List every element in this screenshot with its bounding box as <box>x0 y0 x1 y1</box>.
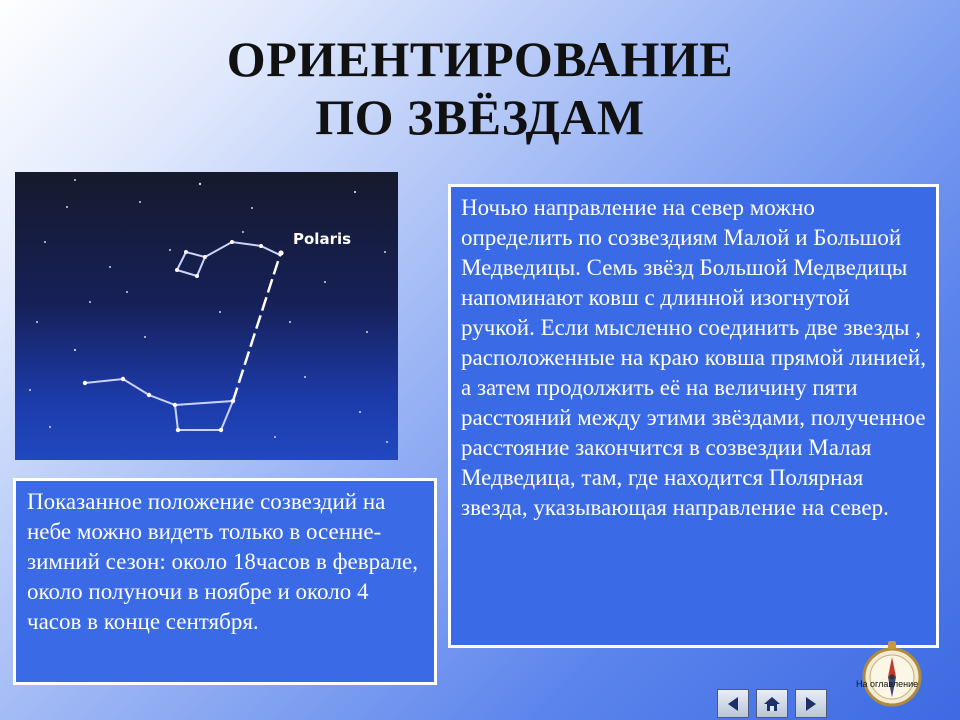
home-button[interactable] <box>756 689 788 718</box>
polaris-label: Polaris <box>293 230 352 248</box>
next-arrow-icon <box>802 695 820 713</box>
pointer-line <box>233 252 281 401</box>
page-title <box>0 30 960 146</box>
prev-button[interactable] <box>717 689 749 718</box>
constellation-image <box>15 172 398 460</box>
home-icon <box>763 695 781 713</box>
next-button[interactable] <box>795 689 827 718</box>
title-line-1: ОРИЕНТИРОВАНИЕ <box>226 31 734 87</box>
orientation-info-text: Ночью направление на север можно определить по созвездиям Малой и Большой Медведицы. Семь звёзд Большой Медведицы напоминают ковш с длинной изогнутой ручкой. Если мысленно соединить две звезды , расположенные на краю ковша прямой линией, а затем продолжить её на величину пяти расстояний между этими звёздами, полученное расстояние закончится в созвездии Малая Медведица, там, где находится Полярная звезда, указывающая направление на север. <box>461 195 926 520</box>
constellation-diagram <box>15 172 398 460</box>
title-line-2: ПО ЗВЁЗДАМ <box>315 89 645 145</box>
prev-arrow-icon <box>724 695 742 713</box>
orientation-info-box <box>448 184 939 648</box>
season-info-text: Показанное положение созвездий на небе можно видеть только в осенне-зимний сезон: около 18часов в феврале, около полуночи в ноябре и около 4 часов в конце сентября. <box>27 489 418 634</box>
compass-icon <box>852 633 932 713</box>
table-of-contents-button[interactable] <box>852 633 932 713</box>
compass-label[interactable]: На оглавление <box>856 679 919 689</box>
season-info-box <box>13 478 437 685</box>
little-dipper-lines <box>177 242 280 276</box>
big-dipper-lines <box>85 379 233 430</box>
